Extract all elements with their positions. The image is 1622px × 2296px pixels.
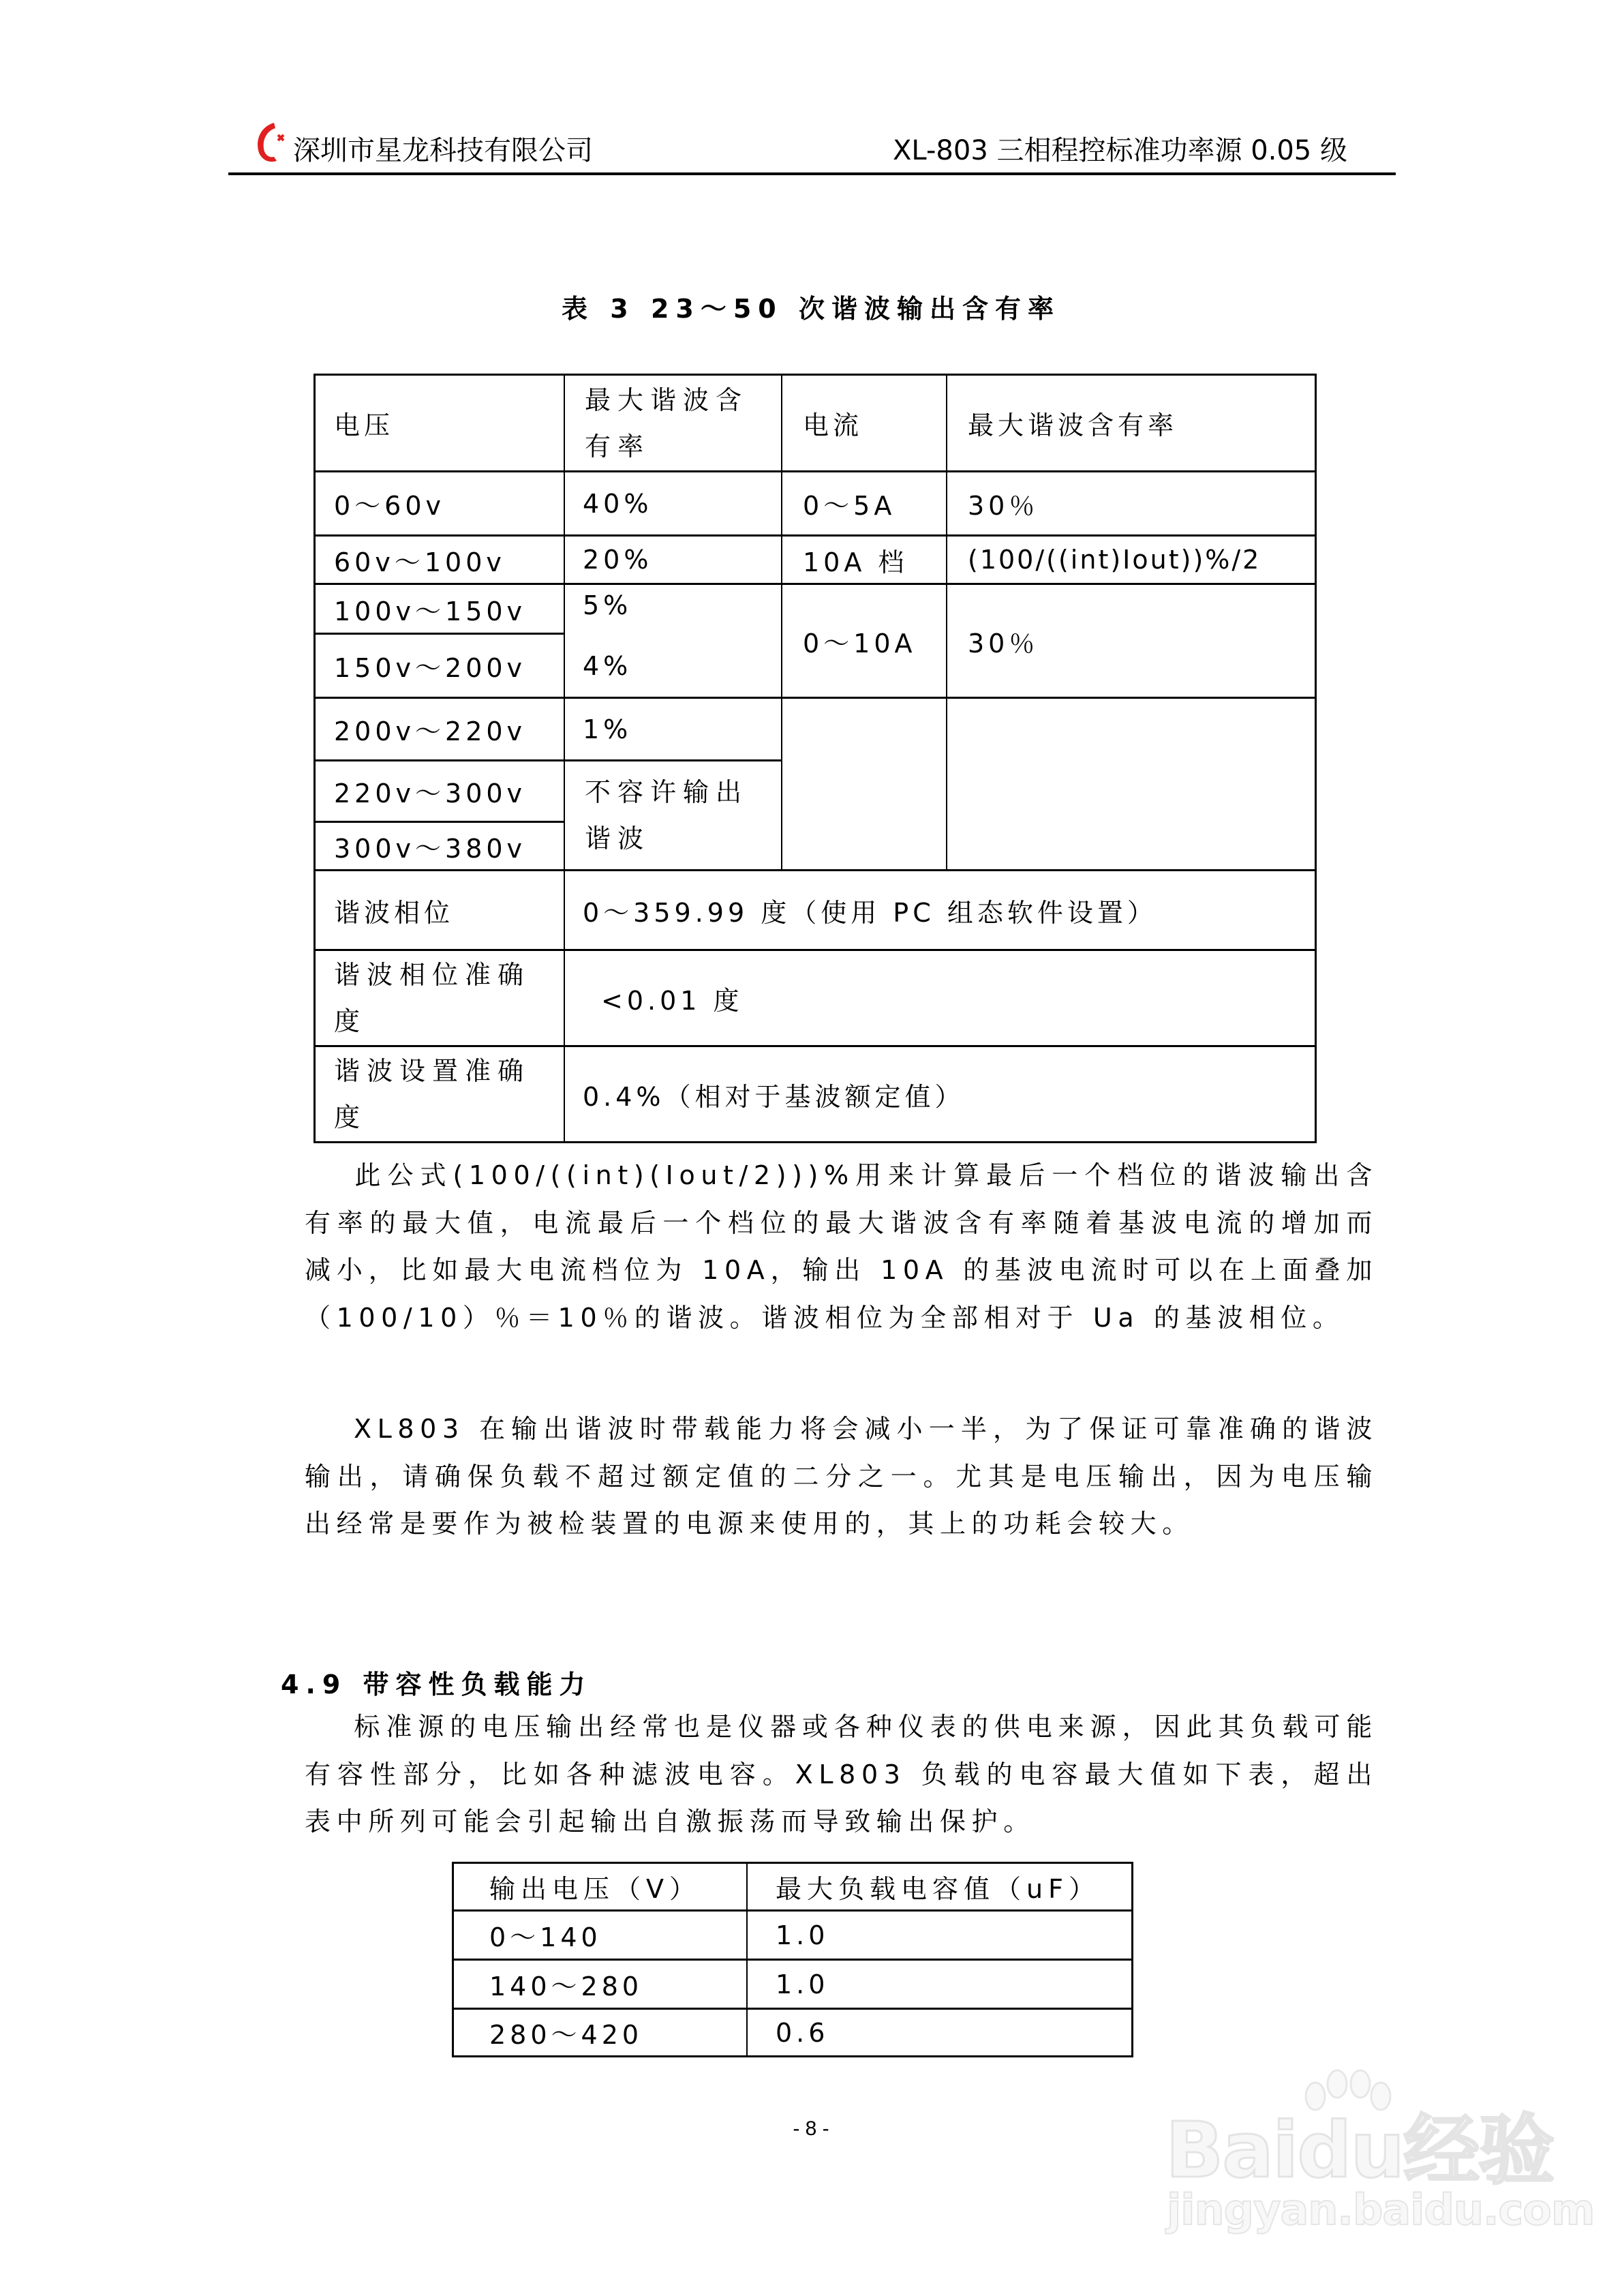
table-cell: 30％ [968,491,1039,521]
table-cell: 1% [583,714,632,744]
table-border [781,374,782,870]
table-caption: 表 3 23～50 次谐波输出含有率 [562,294,1060,324]
paragraph-text: 标准源的电压输出经常也是仪器或各种仪表的供电来源，因此其负载可能有容性部分，比如各种滤波电容。XL803 负载的电容最大值如下表，超出表中所列可能会引起输出自激振荡而导致输出保护。 [305,1712,1378,1837]
table-cell: 0～359.99 度（使用 PC 组态软件设置） [583,897,1157,928]
table-border [452,1862,454,2057]
table-cell: 300v～380v [334,833,527,864]
company-name: 深圳市星龙科技有限公司 [293,135,593,166]
paragraph-text: XL803 在输出谐波时带载能力将会减小一半，为了保证可靠准确的谐波输出，请确保负载不超过额定值的二分之一。尤其是电压输出，因为电压输出经常是要作为被检装置的电源来使用的，其上的功耗会较大。 [305,1414,1378,1539]
table-border [564,374,565,1143]
watermark-url: jingyan.baidu.com [1167,2185,1595,2235]
table-border [1315,374,1317,1143]
table-cell: 140～280 [489,1972,643,2002]
table-border [314,1141,1316,1143]
table-cell: 0～10A [803,628,917,659]
company-logo-icon [254,120,288,165]
table-cell: 0～60v [334,491,446,521]
table-cell: 5% [583,590,632,620]
column-header: 最大谐波含有率 [585,384,749,462]
watermark-brand: Baidu经验 [1165,2106,1554,2195]
table-cell: <0.01 度 [601,985,744,1016]
table-cell: 150v～200v [334,653,527,683]
column-header: 最大负载电容值（uF） [776,1874,1100,1904]
row-label: 谐波相位 [334,897,455,928]
paragraph-text: 此公式(100/((int)(Iout/2)))%用来计算最后一个档位的谐波输出含有率的最大值，电流最后一个档位的最大谐波含有率随着基波电流的增加而减小，比如最大电流档位为 10A，输出 10A 的基波电流时可以在上面叠加（100/10）％＝10％的谐波。谐波相位为全部相对于 Ua 的基波相位。 [305,1160,1378,1333]
column-header: 输出电压（V） [489,1874,701,1904]
table-cell: 30％ [968,628,1039,659]
table-cell: 220v～300v [334,779,527,809]
document-title: XL-803 三相程控标准功率源 0.05 级 [893,135,1347,166]
column-header: 最大谐波含有率 [968,410,1178,440]
table-cell: 1.0 [776,1969,829,1999]
column-header: 电流 [803,410,863,440]
table-cell: 10A 档 [803,547,908,577]
table-cell: 200v～220v [334,716,527,746]
table-cell: 4% [583,650,632,681]
table-cell: 1.0 [776,1920,829,1950]
table-cell: 40% [583,488,653,519]
header-divider [228,172,1396,175]
table-cell: 100v～150v [334,596,527,626]
table-cell: 0.6 [776,2017,829,2048]
body-paragraph [305,1406,1378,1548]
section-heading: 4.9 带容性负载能力 [281,1670,592,1700]
table-cell: 20% [583,545,653,575]
body-paragraph [305,1704,1378,1846]
table-cell: 不容许输出谐波 [585,777,749,854]
body-paragraph [305,1152,1378,1342]
table-border [1131,1862,1133,2057]
table-cell: 60v～100v [334,547,506,577]
watermark [1159,2069,1595,2246]
table-border [453,2055,1133,2057]
row-label: 谐波相位准确度 [334,960,531,1036]
row-label: 谐波设置准确度 [334,1056,531,1132]
table-cell: 0～140 [489,1922,602,1952]
table-border [946,374,947,870]
table-cell: (100/((int)Iout))%/2 [968,545,1261,575]
table-cell: 280～420 [489,2020,643,2050]
table-border [746,1862,748,2057]
table-border [313,374,316,1143]
table-cell: 0～5A [803,491,896,521]
page-number: - 8 - [793,2117,829,2140]
table-cell: 0.4%（相对于基波额定值） [583,1081,965,1112]
column-header: 电压 [334,410,395,440]
